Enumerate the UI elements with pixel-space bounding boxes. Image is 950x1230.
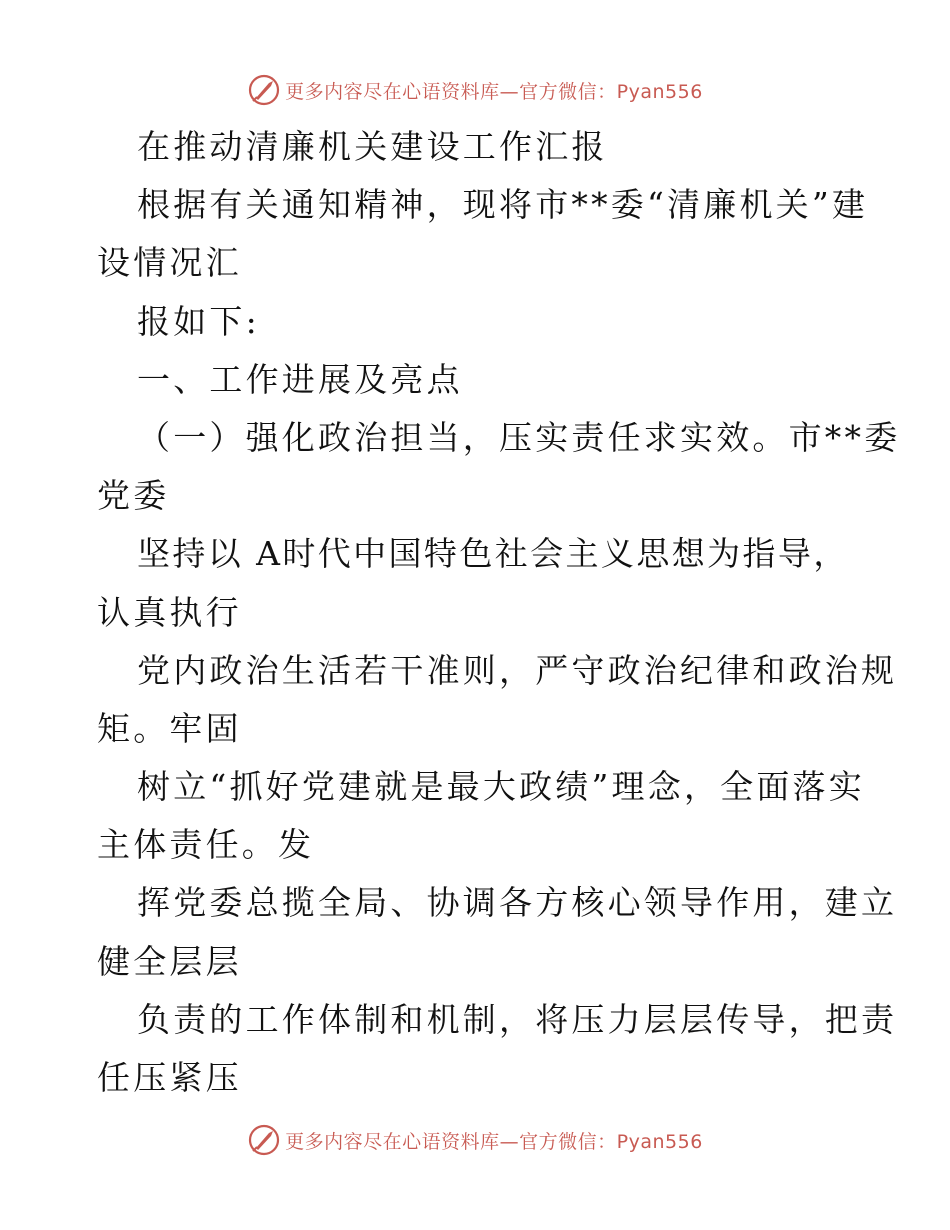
text-line: 挥党委总揽全局、协调各方核心领导作用，建立 (137, 883, 898, 923)
text-line: 矩。牢固 (97, 708, 242, 748)
text-line: 党委 (97, 476, 170, 516)
text-line: 一、工作进展及亮点 (137, 359, 463, 399)
text-line: 主体责任。发 (97, 825, 315, 865)
text-line: （一）强化政治担当，压实责任求实效。市**委 (137, 417, 901, 457)
text-line: 根据有关通知精神，现将市**委“清廉机关”建 (137, 185, 869, 225)
text-line: 任压紧压 (97, 1058, 242, 1097)
text-line: 报如下: (137, 301, 260, 341)
footer-watermark (0, 1120, 950, 1160)
document-body (97, 118, 901, 1107)
text-line: 负责的工作体制和机制，将压力层层传导，把责 (137, 999, 898, 1039)
text-line: 设情况汇 (97, 243, 242, 283)
quill-logo-icon (247, 73, 281, 107)
quill-logo-icon (247, 1123, 281, 1157)
text-line: 在推动清廉机关建设工作汇报 (137, 127, 608, 166)
watermark-text: 更多内容尽在心语资料库—官方微信：Pyan556 (285, 80, 703, 103)
text-line: 健全层层 (97, 941, 242, 981)
text-line: 认真执行 (97, 592, 242, 632)
watermark-text: 更多内容尽在心语资料库—官方微信：Pyan556 (285, 1130, 703, 1153)
text-line: 党内政治生活若干准则，严守政治纪律和政治规 (137, 650, 898, 690)
text-line: 树立“抓好党建就是最大政绩”理念，全面落实 (137, 767, 865, 807)
text-line: 坚持以 A时代中国特色社会主义思想为指导， (137, 534, 849, 574)
header-watermark (0, 70, 950, 110)
